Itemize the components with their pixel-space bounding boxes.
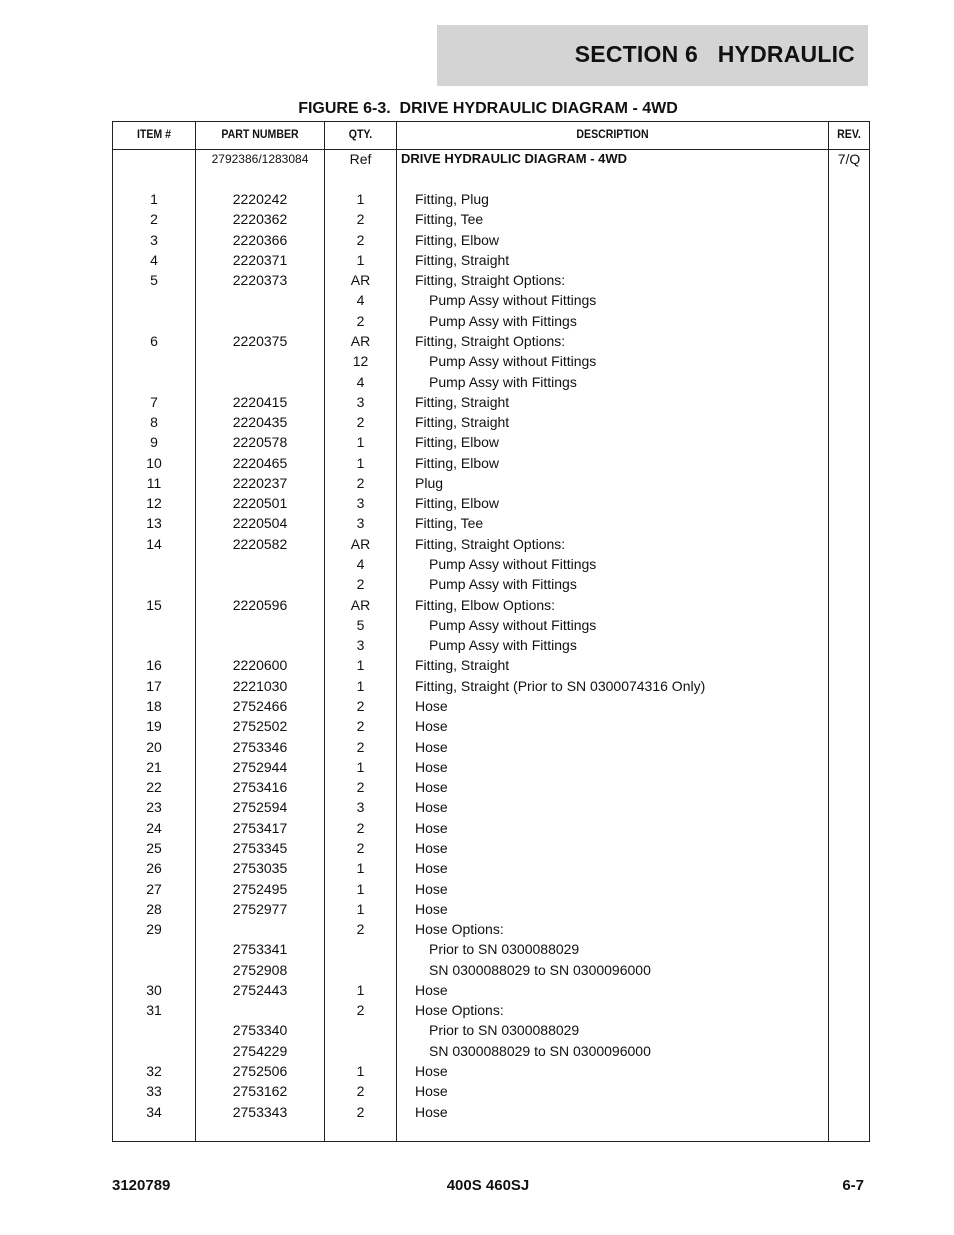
part-number: 2220373 (232, 272, 288, 289)
table-row (113, 230, 869, 250)
part-number: 2220242 (232, 191, 288, 207)
quantity: 1 (356, 880, 365, 897)
table-title-row (113, 149, 869, 169)
part-number: 2220504 (232, 515, 288, 532)
quantity: 3 (356, 393, 365, 410)
quantity: 1 (356, 981, 365, 998)
description: Hose Options: (415, 1002, 504, 1019)
description: Fitting, Straight Options: (415, 332, 566, 349)
item-number: 7 (150, 393, 158, 410)
description: Pump Assy without Fittings (429, 616, 597, 633)
description: Hose (415, 1063, 448, 1080)
table-row (113, 777, 869, 797)
table-row (113, 980, 869, 1000)
description: Prior to SN 0300088029 (429, 941, 580, 958)
description: Fitting, Straight Options: (415, 535, 566, 552)
item-number: 32 (146, 1063, 162, 1080)
quantity: 1 (356, 677, 365, 694)
part-number: 2220375 (232, 332, 288, 349)
item-number: 1 (150, 191, 158, 207)
item-number: 6 (150, 332, 158, 349)
description: Hose (415, 779, 448, 796)
description: Pump Assy with Fittings (429, 637, 577, 654)
table-row (113, 351, 869, 371)
item-number: 8 (150, 414, 158, 431)
quantity: 1 (356, 251, 365, 268)
table-row (113, 392, 869, 412)
quantity: 1 (356, 657, 365, 674)
table-row (113, 270, 869, 290)
part-number: 2752506 (232, 1063, 288, 1080)
table-row (113, 453, 869, 473)
table-row (113, 797, 869, 817)
table-row (113, 1041, 869, 1061)
footer-model: 400S 460SJ (446, 1177, 530, 1194)
item-number: 30 (146, 981, 162, 998)
quantity: 3 (356, 515, 365, 532)
description: Hose (415, 900, 448, 917)
description: Hose (415, 839, 448, 856)
item-number: 19 (146, 718, 162, 735)
quantity: 2 (356, 839, 365, 856)
description: Pump Assy with Fittings (429, 373, 577, 390)
part-number: 2754229 (232, 1042, 288, 1059)
table-row (113, 1020, 869, 1040)
table-row (113, 838, 869, 858)
quantity: 5 (356, 616, 365, 633)
item-number: 29 (146, 921, 162, 938)
table-row (113, 1000, 869, 1020)
description: Pump Assy with Fittings (429, 312, 577, 329)
item-number: 27 (146, 880, 162, 897)
table-row (113, 879, 869, 899)
part-number: 2752977 (232, 900, 288, 917)
table-row (113, 311, 869, 331)
part-number: 2220362 (232, 211, 288, 228)
table-row (113, 635, 869, 655)
column-header-description: DESCRIPTION (576, 127, 649, 141)
part-number: 2752495 (232, 880, 288, 897)
description: Hose (415, 819, 448, 836)
item-number: 23 (146, 799, 162, 816)
description: Fitting, Straight (415, 414, 510, 431)
part-number: 2752908 (232, 961, 288, 978)
revision: 7/Q (837, 151, 861, 167)
item-number: 28 (146, 900, 162, 917)
description: Fitting, Straight (415, 393, 510, 410)
description: Fitting, Plug (415, 191, 489, 207)
table-row (113, 1061, 869, 1081)
footer-doc-number: 3120789 (112, 1177, 171, 1194)
item-number: 16 (146, 657, 162, 674)
description: Hose (415, 1083, 448, 1100)
quantity: 2 (356, 474, 365, 491)
item-number: 22 (146, 779, 162, 796)
column-header-part-number: PART NUMBER (221, 127, 299, 141)
table-row (113, 696, 869, 716)
part-number: 2792386/1283084 (211, 152, 309, 166)
description: SN 0300088029 to SN 0300096000 (429, 1042, 651, 1059)
table-row (113, 290, 869, 310)
quantity: 2 (356, 1103, 365, 1120)
column-header-rev: REV. (837, 127, 861, 141)
description: Hose (415, 738, 448, 755)
quantity: AR (350, 596, 371, 613)
item-number: 4 (150, 251, 158, 268)
part-number: 2752502 (232, 718, 288, 735)
part-number: 2220237 (232, 474, 288, 491)
part-number: 2753035 (232, 860, 288, 877)
quantity: 2 (356, 1083, 365, 1100)
quantity: 2 (356, 921, 365, 938)
column-header-item: ITEM # (136, 127, 172, 141)
quantity: 2 (356, 414, 365, 431)
table-row (113, 493, 869, 513)
item-number: 17 (146, 677, 162, 694)
part-number: 2220465 (232, 454, 288, 471)
section-header (437, 25, 868, 86)
description: Hose (415, 880, 448, 897)
table-row (113, 595, 869, 615)
quantity: 2 (356, 779, 365, 796)
quantity: 3 (356, 637, 365, 654)
description: Fitting, Elbow (415, 231, 500, 248)
quantity: 3 (356, 495, 365, 512)
item-number: 13 (146, 515, 162, 532)
table-row (113, 716, 869, 736)
item-number: 14 (146, 535, 162, 552)
table-row (113, 189, 869, 209)
part-number: 2752944 (232, 758, 288, 775)
part-number: 2220371 (232, 251, 288, 268)
part-number: 2753417 (232, 819, 288, 836)
section-title: SECTION 6 HYDRAULIC (574, 41, 855, 67)
item-number: 33 (146, 1083, 162, 1100)
quantity: Ref (349, 151, 372, 167)
quantity: 12 (352, 353, 369, 370)
item-number: 34 (146, 1103, 162, 1120)
quantity: 2 (356, 718, 365, 735)
quantity: 1 (356, 434, 365, 451)
item-number: 24 (146, 819, 162, 836)
part-number: 2753346 (232, 738, 288, 755)
part-number: 2220578 (232, 434, 288, 451)
quantity: 1 (356, 758, 365, 775)
part-number: 2753416 (232, 779, 288, 796)
table-row (113, 574, 869, 594)
quantity: 1 (356, 900, 365, 917)
quantity: 2 (356, 738, 365, 755)
quantity: 1 (356, 191, 365, 207)
table-row (113, 331, 869, 351)
part-number: 2220415 (232, 393, 288, 410)
part-number: 2220596 (232, 596, 288, 613)
item-number: 9 (150, 434, 158, 451)
description: DRIVE HYDRAULIC DIAGRAM - 4WD (401, 151, 628, 166)
quantity: 1 (356, 454, 365, 471)
description: Pump Assy with Fittings (429, 576, 577, 593)
table-row (113, 513, 869, 533)
part-number: 2220366 (232, 231, 288, 248)
table-row (113, 554, 869, 574)
description: Fitting, Straight (415, 251, 510, 268)
description: Hose (415, 698, 448, 714)
table-row (113, 757, 869, 777)
part-number: 2220435 (232, 414, 288, 431)
table-row (113, 1102, 869, 1122)
table-row (113, 412, 869, 432)
description: Fitting, Elbow (415, 434, 500, 451)
quantity: 2 (356, 1002, 365, 1019)
quantity: AR (350, 332, 371, 349)
description: Hose (415, 718, 448, 735)
description: Fitting, Elbow (415, 495, 500, 512)
table-row (113, 818, 869, 838)
part-number: 2752466 (232, 698, 288, 714)
quantity: 1 (356, 860, 365, 877)
item-number: 21 (146, 758, 162, 775)
table-row (113, 939, 869, 959)
table-row (113, 919, 869, 939)
table-row (113, 737, 869, 757)
table-row (113, 676, 869, 696)
description: Fitting, Straight (Prior to SN 0300074316 Only) (415, 677, 706, 694)
description: Prior to SN 0300088029 (429, 1022, 580, 1039)
table-row (113, 858, 869, 878)
item-number: 12 (146, 495, 162, 512)
description: Pump Assy without Fittings (429, 556, 597, 573)
description: Fitting, Straight Options: (415, 272, 566, 289)
quantity: 2 (356, 211, 365, 228)
table-row (113, 209, 869, 229)
table-row (113, 372, 869, 392)
table-row (113, 432, 869, 452)
item-number: 25 (146, 839, 162, 856)
part-number: 2752594 (232, 799, 288, 816)
description: Hose (415, 799, 448, 816)
description: Fitting, Tee (415, 211, 484, 228)
description: Hose Options: (415, 921, 504, 938)
description: SN 0300088029 to SN 0300096000 (429, 961, 651, 978)
description: Hose (415, 981, 448, 998)
item-number: 11 (146, 474, 162, 491)
description: Fitting, Elbow (415, 454, 500, 471)
description: Fitting, Tee (415, 515, 484, 532)
part-number: 2753343 (232, 1103, 288, 1120)
figure-title: FIGURE 6-3. DRIVE HYDRAULIC DIAGRAM - 4WD (298, 100, 678, 117)
part-number: 2753341 (232, 941, 288, 958)
quantity: 2 (356, 231, 365, 248)
part-number: 2753162 (232, 1083, 288, 1100)
item-number: 15 (146, 596, 162, 613)
table-row (113, 615, 869, 635)
item-number: 26 (146, 860, 162, 877)
quantity: 2 (356, 698, 365, 714)
table-row (113, 899, 869, 919)
table-row (113, 1081, 869, 1101)
table-row (113, 655, 869, 675)
part-number: 2221030 (232, 677, 288, 694)
quantity: 1 (356, 1063, 365, 1080)
part-number: 2220600 (232, 657, 288, 674)
quantity: 2 (356, 312, 365, 329)
table-row (113, 250, 869, 270)
item-number: 2 (150, 211, 158, 228)
part-number: 2752443 (232, 981, 288, 998)
description: Pump Assy without Fittings (429, 353, 597, 370)
item-number: 10 (146, 454, 162, 471)
quantity: 2 (356, 819, 365, 836)
parts-table (112, 121, 870, 1142)
quantity: 4 (356, 292, 365, 309)
quantity: 2 (356, 576, 365, 593)
table-row (113, 534, 869, 554)
column-header-qty: QTY. (348, 127, 373, 141)
item-number: 18 (146, 698, 162, 714)
quantity: 4 (356, 373, 365, 390)
quantity: AR (350, 535, 371, 552)
item-number: 3 (150, 231, 158, 248)
description: Plug (415, 474, 444, 491)
table-row (113, 473, 869, 493)
item-number: 20 (146, 738, 162, 755)
description: Fitting, Straight (415, 657, 510, 674)
quantity: 4 (356, 556, 365, 573)
quantity: 3 (356, 799, 365, 816)
footer-page-number: 6-7 (842, 1177, 864, 1194)
part-number: 2753340 (232, 1022, 288, 1039)
part-number: 2220582 (232, 535, 288, 552)
description: Fitting, Elbow Options: (415, 596, 556, 613)
quantity: AR (350, 272, 371, 289)
item-number: 5 (150, 272, 158, 289)
description: Hose (415, 860, 448, 877)
part-number: 2220501 (232, 495, 288, 512)
description: Hose (415, 1103, 448, 1120)
part-number: 2753345 (232, 839, 288, 856)
table-row (113, 960, 869, 980)
description: Hose (415, 758, 448, 775)
description: Pump Assy without Fittings (429, 292, 597, 309)
item-number: 31 (146, 1002, 162, 1019)
